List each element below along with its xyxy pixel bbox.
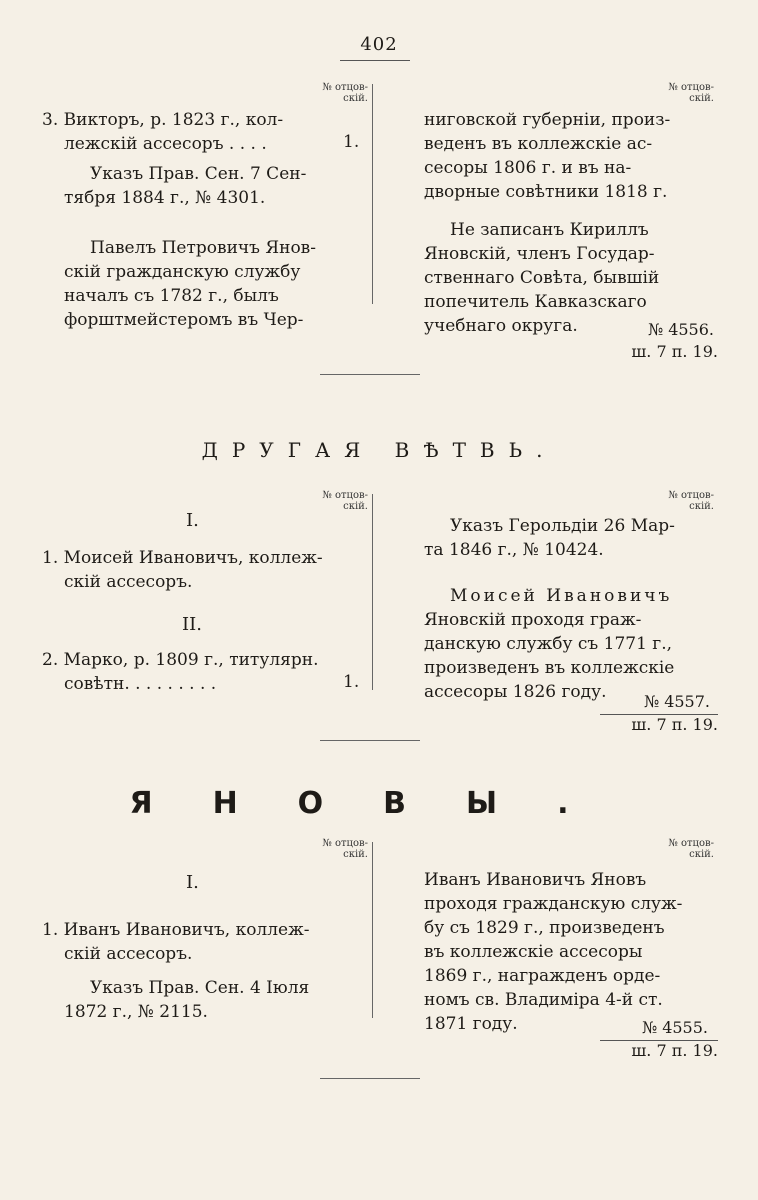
text-line: Яновскій, членъ Государ- [424, 244, 655, 264]
section2-left-entry1 [42, 546, 323, 594]
section1-right [424, 108, 670, 338]
section-separator [320, 374, 420, 375]
column-tag: № отцов- скій. [322, 82, 368, 104]
roman-numeral: II. [182, 614, 202, 635]
section-heading: ДРУГАЯ ВѢТВЬ. [201, 438, 557, 462]
text-line: Яновскій проходя граж- [424, 610, 642, 630]
section2-left-entry2 [42, 648, 318, 696]
column-tag: № отцов- скій. [322, 838, 368, 860]
section1-left [42, 108, 316, 332]
text-line: ниговской губерніи, произ- [424, 110, 671, 130]
text-line: въ коллежскіе ассесоры [424, 942, 643, 962]
ukaz-line: Указъ Прав. Сен. 4 Іюля [90, 978, 310, 998]
text-line: 1869 г., награжденъ орде- [424, 966, 661, 986]
text-line: 1871 году. [424, 1014, 518, 1034]
section-heading: ЯНОВЫ. [129, 786, 629, 821]
text-line: бу съ 1829 г., произведенъ [424, 918, 665, 938]
roman-numeral: I. [186, 510, 199, 531]
reference-number: № 4556. [647, 320, 714, 339]
entry-line: 1. Иванъ Ивановичъ, коллеж- [42, 920, 310, 940]
text-line: скій гражданскую службу [64, 262, 301, 282]
text-line: форштмейстеромъ въ Чер- [64, 310, 304, 330]
entry-line: скій ассесоръ. [64, 944, 193, 964]
section3-right [424, 868, 682, 1036]
text-line: номъ св. Владиміра 4-й ст. [424, 990, 663, 1010]
text-line: веденъ въ коллежскіе ас- [424, 134, 653, 154]
text-line: данскую службу съ 1771 г., [424, 634, 673, 654]
text-line: Иванъ Ивановичъ Яновъ [424, 870, 647, 890]
column-tag: № отцов- скій. [668, 490, 714, 512]
entry-number: 1. [343, 132, 360, 152]
ukaz-line: 1872 г., № 2115. [64, 1002, 208, 1022]
section3-left [42, 918, 309, 1024]
entry-line: лежскій ассесоръ . . . . [64, 134, 267, 154]
page-number-rule [340, 60, 410, 61]
text-line: та 1846 г., № 10424. [424, 540, 604, 560]
entry-line: совѣтн. . . . . . . . . [64, 674, 217, 694]
column-divider [372, 494, 373, 690]
page-number: 402 [360, 34, 398, 55]
text-line: дворные совѣтники 1818 г. [424, 182, 668, 202]
column-tag: № отцов- скій. [668, 82, 714, 104]
text-line: Моисей Ивановичъ [450, 586, 673, 606]
reference-sheet: ш. 7 п. 19. [600, 714, 718, 735]
text-line: ассесоры 1826 году. [424, 682, 607, 702]
text-line: проходя гражданскую служ- [424, 894, 683, 914]
text-line: ственнаго Совѣта, бывшій [424, 268, 660, 288]
roman-numeral: I. [186, 872, 199, 893]
column-divider [372, 84, 373, 304]
entry-line: 3. Викторъ, р. 1823 г., кол- [42, 110, 284, 130]
text-line: учебнаго округа. [424, 316, 578, 336]
reference-number: № 4557. [643, 692, 710, 711]
text-line: сесоры 1806 г. и въ на- [424, 158, 632, 178]
section-separator [320, 1078, 420, 1079]
text-line: попечитель Кавказскаго [424, 292, 647, 312]
ukaz-line: Указъ Прав. Сен. 7 Сен- [90, 164, 307, 184]
text-line: Указъ Герольдіи 26 Мар- [450, 516, 675, 536]
entry-line: скій ассесоръ. [64, 572, 193, 592]
column-divider [372, 842, 373, 1018]
column-tag: № отцов- скій. [322, 490, 368, 512]
entry-line: 2. Марко, р. 1809 г., титулярн. [42, 650, 319, 670]
text-line: началъ съ 1782 г., былъ [64, 286, 279, 306]
text-line: произведенъ въ коллежскіе [424, 658, 675, 678]
reference-sheet: ш. 7 п. 19. [631, 342, 718, 361]
entry-number: 1. [343, 672, 360, 692]
text-line: Не записанъ Кириллъ [450, 220, 649, 240]
column-tag: № отцов- скій. [668, 838, 714, 860]
entry-line: 1. Моисей Ивановичъ, коллеж- [42, 548, 323, 568]
reference-sheet: ш. 7 п. 19. [600, 1040, 718, 1061]
section2-right [424, 514, 675, 704]
section-separator [320, 740, 420, 741]
reference-number: № 4555. [641, 1018, 708, 1037]
ukaz-line: тября 1884 г., № 4301. [64, 188, 266, 208]
text-line: Павелъ Петровичъ Янов- [90, 238, 316, 258]
